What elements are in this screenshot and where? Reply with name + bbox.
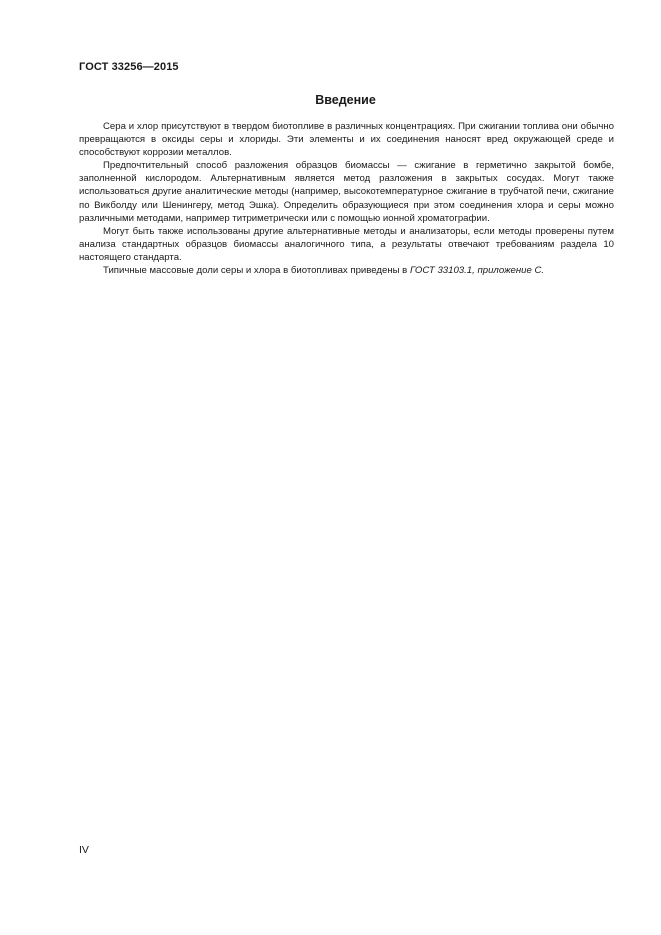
paragraph-4: [79, 264, 614, 277]
page-number: IV: [79, 844, 89, 856]
body-text: [79, 120, 614, 277]
paragraph-4-text: Типичные массовые доли серы и хлора в биотопливах приведены в: [103, 265, 410, 277]
section-title: Введение: [315, 93, 376, 107]
standard-reference: ГОСТ 33103.1, приложение С.: [409, 265, 545, 277]
paragraph-2: Предпочтительный способ разложения образцов биомассы — сжигание в герметично закрытой бомбе, заполненной кислородом. Альтернативным является метод разложения в закрытых сосудах. Могут также использоваться другие аналитические методы (например, высокотемпературное сжигание в трубчатой печи, сжигание по Викболду или Шенингеру, метод Эшка). Определить образующиеся при этом соединения хлора и серы можно различными методами, например титриметрически или с помощью ионной хроматографии.: [79, 160, 614, 224]
paragraph-3: Могут быть также использованы другие альтернативные методы и анализаторы, если методы проверены путем анализа стандартных образцов биомассы аналогичного типа, а результаты отвечают требованиям раздела 10 настоящего стандарта.: [79, 225, 614, 263]
document-code: ГОСТ 33256—2015: [79, 61, 179, 73]
paragraph-1: Сера и хлор присутствуют в твердом биотопливе в различных концентрациях. При сжигании топлива они обычно превращаются в оксиды серы и хлориды. Эти элементы и их соединения наносят вред окружающей среде и способствуют коррозии металлов.: [79, 121, 614, 159]
